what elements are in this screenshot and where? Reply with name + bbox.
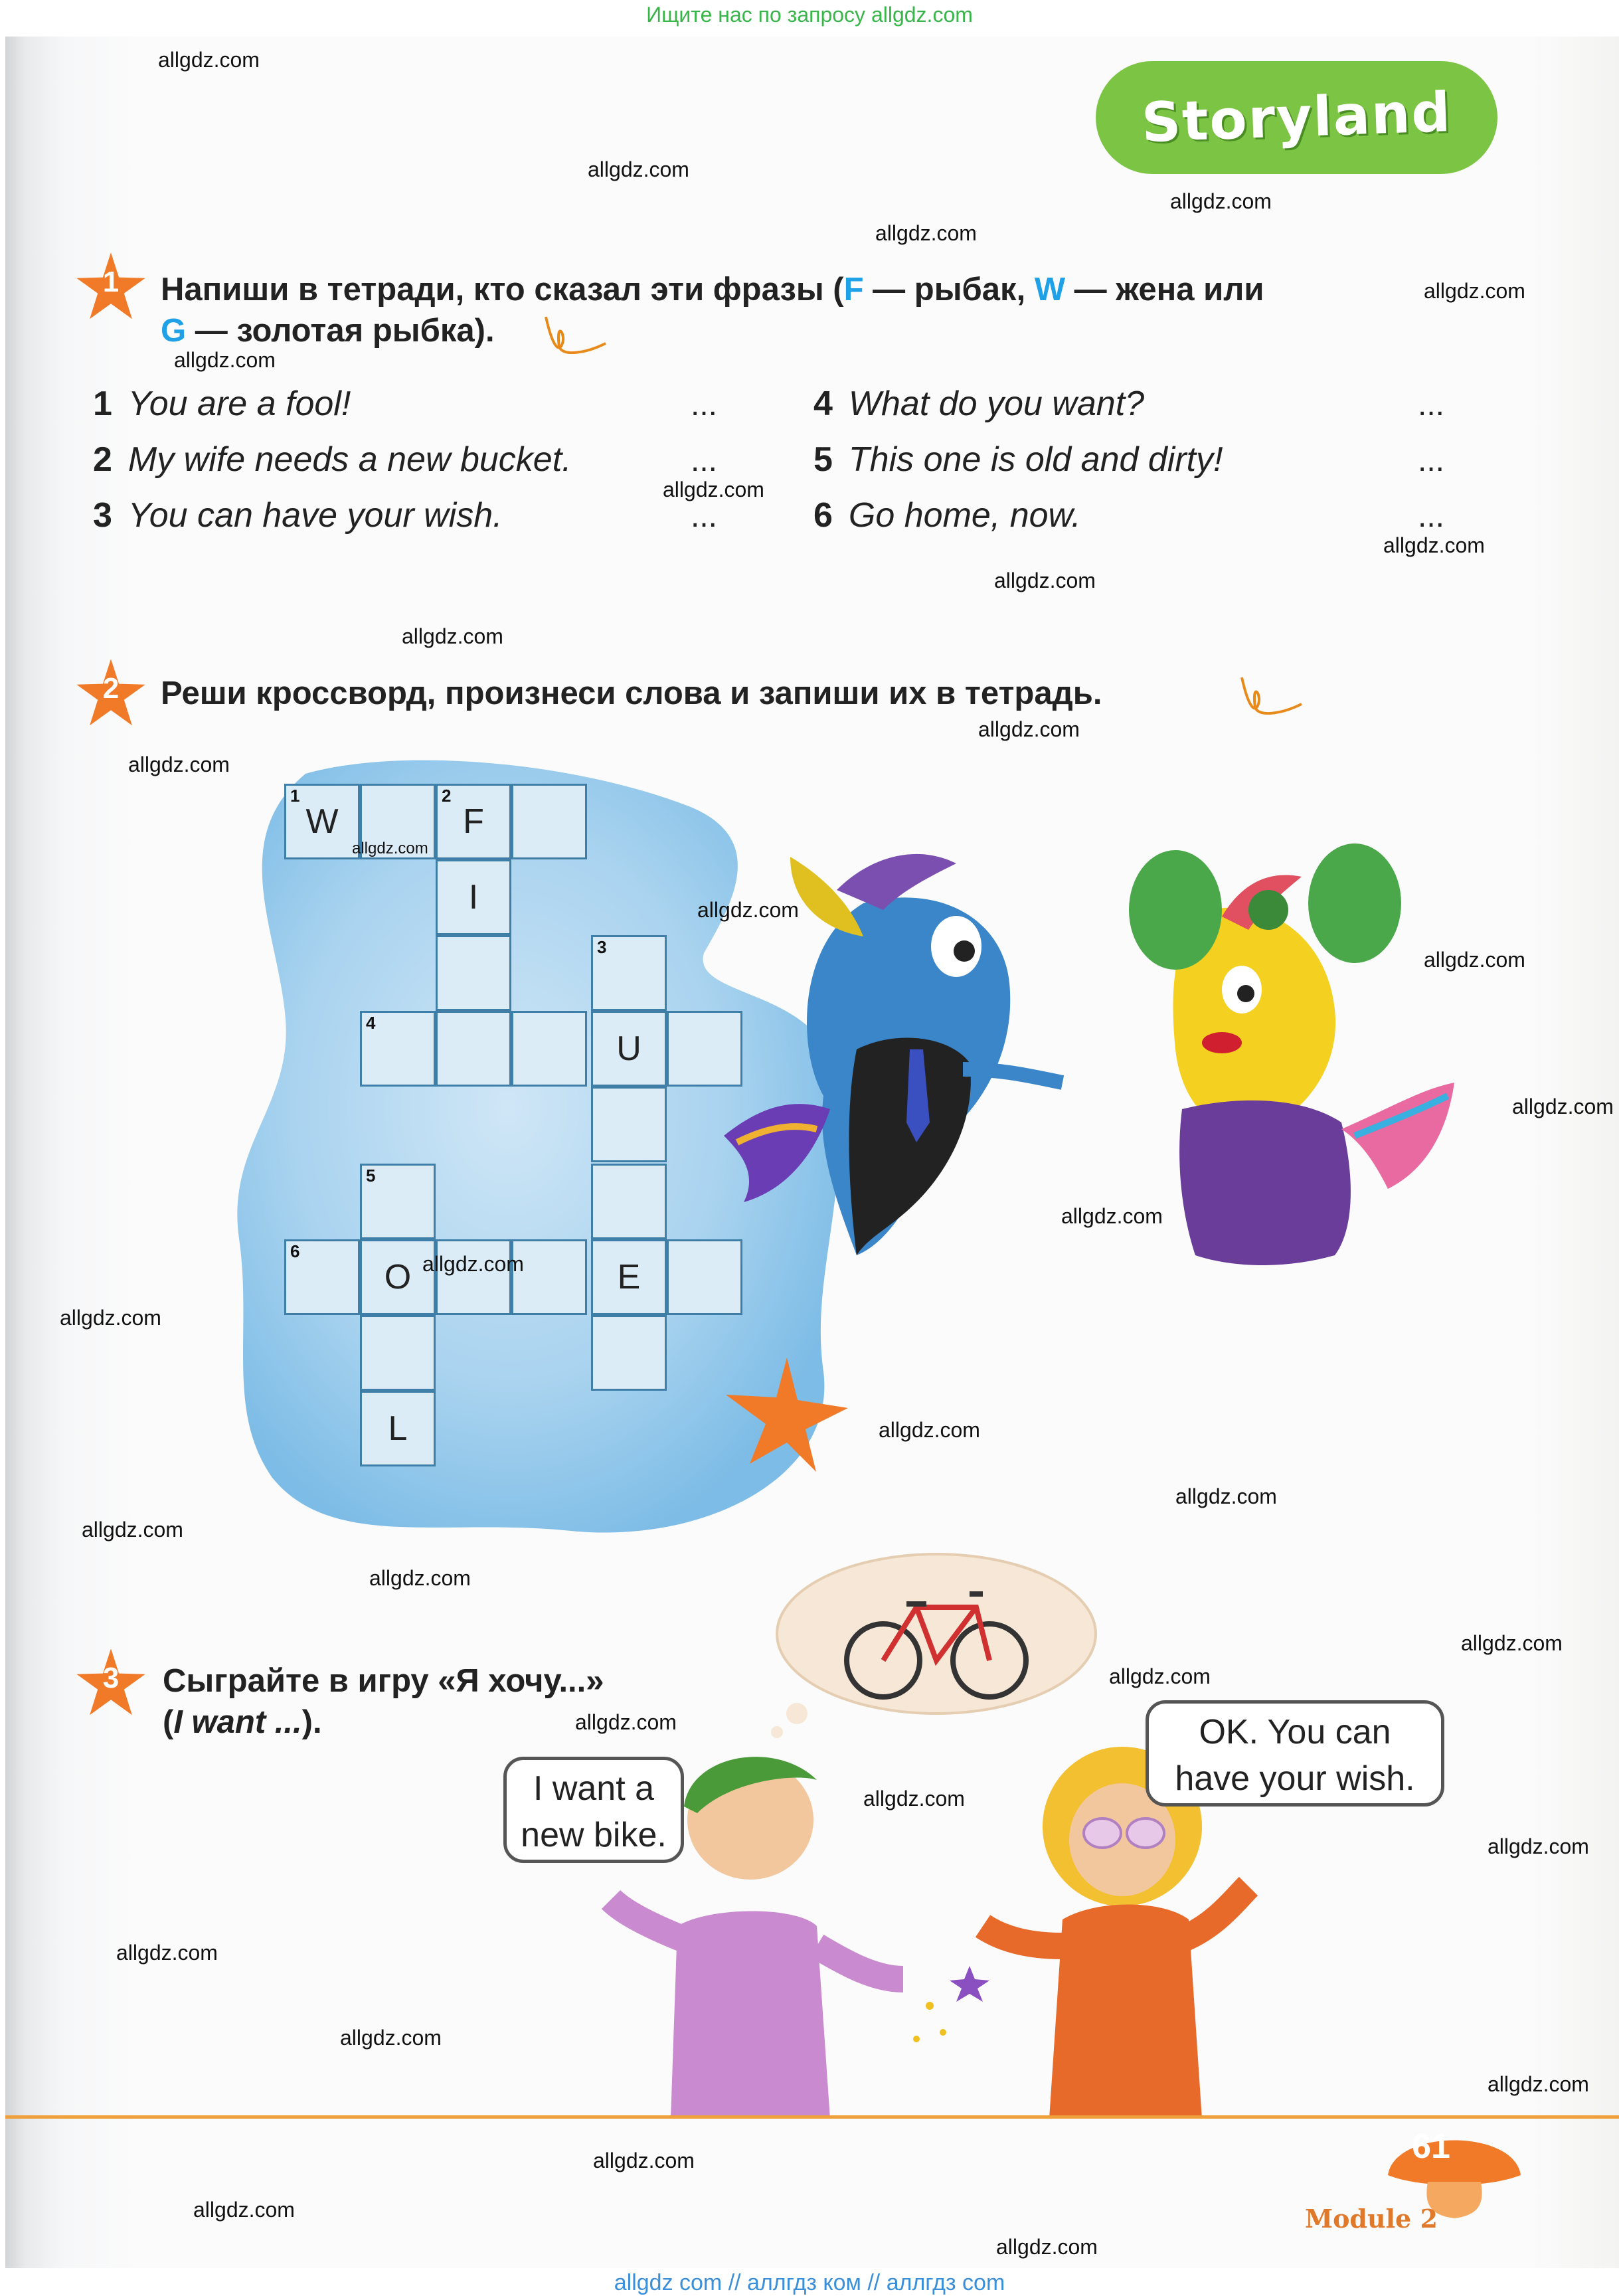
exercise-1-star-icon (74, 251, 147, 324)
boy-speech-bubble (503, 1757, 684, 1863)
watermark: allgdz.com (116, 1941, 218, 1965)
answer-dots-1: ... (691, 387, 718, 422)
watermark: allgdz.com (340, 2026, 442, 2050)
answer-dots-6: ... (1418, 499, 1445, 534)
watermark: allgdz.com (978, 717, 1080, 741)
crossword-cell[interactable] (511, 1239, 587, 1315)
watermark: allgdz.com (875, 221, 977, 245)
bubble-line: I want a (533, 1769, 655, 1808)
watermark: allgdz.com (1109, 1664, 1211, 1688)
cell-number: 5 (366, 1166, 376, 1186)
exercise-number: 1 (102, 266, 120, 298)
crossword-cell[interactable] (360, 1391, 436, 1466)
watermark: allgdz.com (1424, 948, 1525, 972)
watermark: allgdz.com (1061, 1204, 1163, 1228)
sentence-number: 1 (93, 385, 112, 423)
instr-letter-g: G (161, 313, 187, 349)
watermark: allgdz.com (996, 2235, 1098, 2259)
crossword-cell[interactable] (436, 784, 511, 859)
footer-rule (5, 2115, 1619, 2119)
crossword-cell[interactable] (591, 1011, 667, 1087)
crossword-cell[interactable] (360, 1315, 436, 1391)
crossword-cell[interactable] (591, 935, 667, 1011)
instr-part: Напиши в тетради, кто сказал эти фразы ( (161, 272, 844, 308)
sentence-number: 6 (813, 496, 833, 535)
crossword-cell[interactable] (511, 1011, 587, 1087)
sentence-5 (813, 440, 1223, 480)
watermark: allgdz.com (193, 2198, 295, 2222)
sentence-2 (93, 440, 572, 480)
watermark: allgdz.com (1424, 279, 1525, 303)
crossword-cell[interactable] (436, 935, 511, 1011)
instr-part: I want ... (173, 1704, 302, 1740)
bubble-line: OK. You can (1199, 1713, 1391, 1751)
pencil-icon (539, 307, 612, 360)
crossword-cell[interactable] (284, 1239, 360, 1315)
exercise-number: 2 (102, 672, 120, 705)
watermark: allgdz.com (128, 752, 230, 776)
instr-part: — золотая рыбка). (186, 313, 495, 349)
instr-part: ( (163, 1704, 174, 1740)
crossword-cell[interactable] (360, 1164, 436, 1239)
sentence-text: You can have your wish. (128, 496, 503, 535)
watermark: allgdz.com (879, 1418, 980, 1442)
sentence-1 (93, 384, 351, 424)
watermark: allgdz.com (994, 569, 1096, 592)
top-banner[interactable]: Ищите нас по запросу allgdz.com (646, 3, 973, 27)
bottom-banner[interactable]: allgdz com // аллгдз ком // аллгдз com (614, 2270, 1005, 2295)
cell-letter: L (388, 1409, 408, 1448)
watermark: allgdz.com (575, 1710, 677, 1734)
answer-dots-4: ... (1418, 387, 1445, 422)
crossword-cell[interactable] (591, 1315, 667, 1391)
bike-thought-bubble (750, 1547, 1102, 1740)
crossword-cell[interactable] (360, 1011, 436, 1087)
cell-number: 4 (366, 1013, 376, 1033)
cell-letter: I (468, 878, 479, 917)
watermark: allgdz.com (369, 1566, 471, 1590)
exercise-3-star-icon (74, 1647, 147, 1720)
exercise-2-instruction: Реши кроссворд, произнеси слова и запиши их в тетрадь. (161, 675, 1102, 711)
cell-number: 6 (290, 1241, 300, 1261)
watermark: allgdz.com (593, 2149, 695, 2172)
cell-letter: F (463, 802, 484, 841)
module-label: Module 2 (1305, 2204, 1438, 2234)
cell-letter: U (616, 1029, 641, 1068)
watermark: allgdz.com (60, 1306, 161, 1330)
watermark: allgdz.com (402, 624, 503, 648)
watermark: allgdz.com (588, 157, 689, 181)
bubble-line: new bike. (521, 1816, 667, 1854)
sentence-number: 2 (93, 440, 112, 479)
watermark: allgdz.com (1383, 533, 1485, 557)
sentence-text: This one is old and dirty! (848, 440, 1223, 479)
sentence-text: Go home, now. (848, 496, 1081, 535)
sentence-6 (813, 495, 1081, 535)
watermark: allgdz.com (1175, 1484, 1277, 1508)
crossword-cell[interactable] (511, 784, 587, 859)
watermark: allgdz.com (1170, 189, 1272, 213)
crossword-cell[interactable] (436, 1011, 511, 1087)
cell-letter: O (384, 1258, 412, 1296)
starfish-icon (721, 1355, 853, 1474)
cell-number: 2 (442, 786, 452, 806)
instr-part: — жена или (1065, 272, 1264, 308)
storyland-badge (1096, 61, 1497, 174)
exercise-1-instruction (161, 269, 1422, 351)
sentence-number: 5 (813, 440, 833, 479)
crossword-cell[interactable] (360, 1239, 436, 1315)
watermark: allgdz.com (663, 478, 764, 501)
sentence-4 (813, 384, 1144, 424)
crossword-cell[interactable] (436, 1239, 511, 1315)
instr-letter-f: F (843, 272, 864, 308)
sentence-text: My wife needs a new bucket. (128, 440, 572, 479)
instr-part: ). (301, 1704, 322, 1740)
watermark: allgdz.com (1461, 1631, 1563, 1655)
watermark: allgdz.com (158, 48, 260, 72)
instr-letter-w: W (1034, 272, 1066, 308)
cell-letter: W (305, 802, 339, 841)
watermark: allgdz.com (697, 898, 799, 922)
instr-line: Сыграйте в игру «Я хочу...» (163, 1663, 604, 1699)
watermark: allgdz.com (1488, 1834, 1589, 1858)
watermark: allgdz.com (1488, 2072, 1589, 2096)
instr-part: — рыбак, (863, 272, 1035, 308)
crossword-cell[interactable] (436, 859, 511, 935)
watermark: allgdz.com (174, 348, 276, 372)
cell-letter: E (617, 1258, 641, 1296)
bubble-line: have your wish. (1175, 1759, 1415, 1798)
crossword-cell[interactable] (591, 1164, 667, 1239)
watermark: allgdz.com (863, 1787, 965, 1810)
sentence-3 (93, 495, 503, 535)
girl-speech-bubble (1146, 1700, 1444, 1807)
exercise-2-star-icon (74, 658, 147, 731)
crossword-cell[interactable] (591, 1239, 667, 1315)
exercise-number: 3 (102, 1662, 120, 1694)
watermark: allgdz.com (82, 1518, 183, 1542)
watermark: allgdz.com (352, 839, 428, 857)
answer-dots-3: ... (691, 499, 718, 534)
sentence-text: What do you want? (848, 385, 1145, 423)
watermark: allgdz.com (422, 1252, 524, 1276)
pencil-icon (1235, 667, 1308, 721)
sentence-text: You are a fool! (128, 385, 351, 423)
watermark: allgdz.com (1512, 1095, 1614, 1118)
answer-dots-5: ... (1418, 443, 1445, 478)
badge-label: Storyland (1140, 80, 1453, 155)
sentence-number: 3 (93, 496, 112, 535)
sentence-number: 4 (813, 385, 833, 423)
crossword-cell[interactable] (591, 1087, 667, 1162)
cell-number: 3 (597, 937, 607, 957)
answer-dots-2: ... (691, 443, 718, 478)
cell-number: 1 (290, 786, 300, 806)
crossword-cell[interactable] (284, 784, 360, 859)
page-number: 61 (1412, 2127, 1450, 2166)
